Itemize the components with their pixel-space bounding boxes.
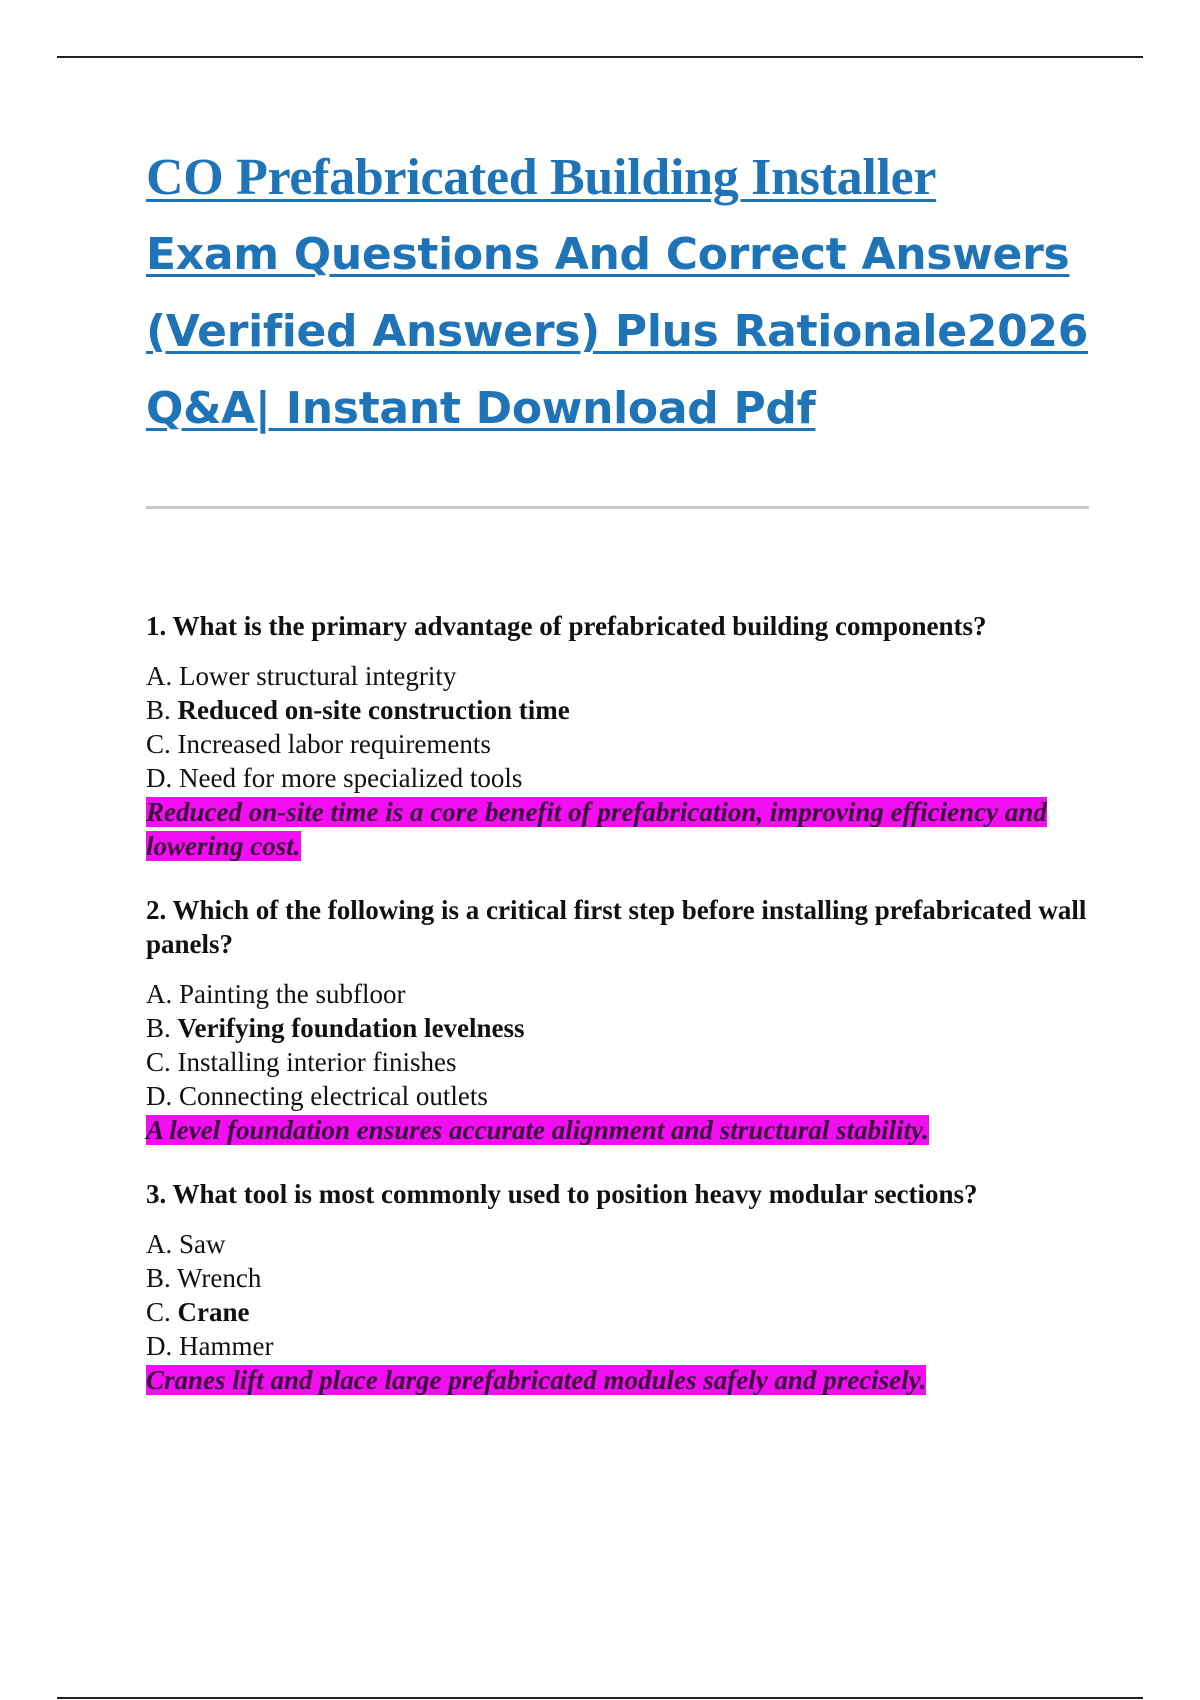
- question-text: [146, 1177, 1096, 1211]
- option-letter: C.: [146, 729, 171, 759]
- title-divider: [146, 506, 1089, 509]
- answer-option: [146, 1227, 1096, 1261]
- answer-option: [146, 659, 1096, 693]
- option-letter: C.: [146, 1047, 171, 1077]
- answer-option: [146, 1261, 1096, 1295]
- option-letter: A.: [146, 661, 173, 691]
- option-text: Increased labor requirements: [177, 729, 491, 759]
- rationale-highlight: A level foundation ensures accurate alignment and structural stability.: [146, 1115, 929, 1145]
- option-letter: D.: [146, 1081, 173, 1111]
- title-line-4: Q&A| Instant Download Pdf: [146, 383, 816, 434]
- title-line-1: CO Prefabricated Building Installer: [146, 149, 937, 206]
- rationale-highlight: Cranes lift and place large prefabricated modules safely and precisely.: [146, 1365, 927, 1395]
- document-title: [146, 140, 1096, 446]
- option-letter: A.: [146, 1229, 173, 1259]
- option-list: [146, 1227, 1096, 1363]
- option-letter: D.: [146, 1331, 173, 1361]
- page-top-rule: [57, 56, 1143, 58]
- option-letter: B.: [146, 695, 171, 725]
- answer-option: [146, 977, 1096, 1011]
- question-block: [146, 1177, 1096, 1397]
- option-text: Wrench: [177, 1263, 262, 1293]
- option-text: Installing interior finishes: [177, 1047, 457, 1077]
- option-letter: C.: [146, 1297, 171, 1327]
- option-list: [146, 659, 1096, 795]
- question-text: [146, 609, 1096, 643]
- rationale: [146, 1363, 1096, 1397]
- question-text: [146, 893, 1096, 961]
- page-bottom-rule: [57, 1697, 1143, 1699]
- option-text: Connecting electrical outlets: [179, 1081, 488, 1111]
- option-text: Reduced on-site construction time: [177, 695, 570, 725]
- option-text: Need for more specialized tools: [179, 763, 523, 793]
- answer-option: [146, 761, 1096, 795]
- correct-answer-option: [146, 693, 1096, 727]
- correct-answer-option: [146, 1295, 1096, 1329]
- option-letter: D.: [146, 763, 173, 793]
- option-text: Saw: [179, 1229, 226, 1259]
- question-block: [146, 609, 1096, 863]
- option-list: [146, 977, 1096, 1113]
- question-block: [146, 893, 1096, 1147]
- option-text: Hammer: [179, 1331, 274, 1361]
- question-stem: Which of the following is a critical first step before installing prefabricated wall panels?: [146, 895, 1087, 959]
- question-number: 3.: [146, 1179, 167, 1209]
- rationale: [146, 795, 1096, 863]
- answer-option: [146, 727, 1096, 761]
- answer-option: [146, 1329, 1096, 1363]
- rationale-highlight: Reduced on-site time is a core benefit of prefabrication, improving efficiency and lowering cost.: [146, 797, 1047, 861]
- option-text: Crane: [177, 1297, 250, 1327]
- title-line-2: Exam Questions And Correct Answers: [146, 229, 1070, 280]
- title-line-3: (Verified Answers) Plus Rationale2026: [146, 306, 1089, 357]
- option-letter: B.: [146, 1013, 171, 1043]
- option-letter: A.: [146, 979, 173, 1009]
- rationale: [146, 1113, 1096, 1147]
- question-stem: What tool is most commonly used to position heavy modular sections?: [172, 1179, 978, 1209]
- option-text: Painting the subfloor: [179, 979, 406, 1009]
- question-number: 2.: [146, 895, 167, 925]
- option-letter: B.: [146, 1263, 171, 1293]
- correct-answer-option: [146, 1011, 1096, 1045]
- answer-option: [146, 1045, 1096, 1079]
- document-body: [146, 140, 1096, 1427]
- question-list: [146, 609, 1096, 1397]
- option-text: Verifying foundation levelness: [177, 1013, 525, 1043]
- question-number: 1.: [146, 611, 167, 641]
- answer-option: [146, 1079, 1096, 1113]
- option-text: Lower structural integrity: [179, 661, 457, 691]
- question-stem: What is the primary advantage of prefabricated building components?: [172, 611, 987, 641]
